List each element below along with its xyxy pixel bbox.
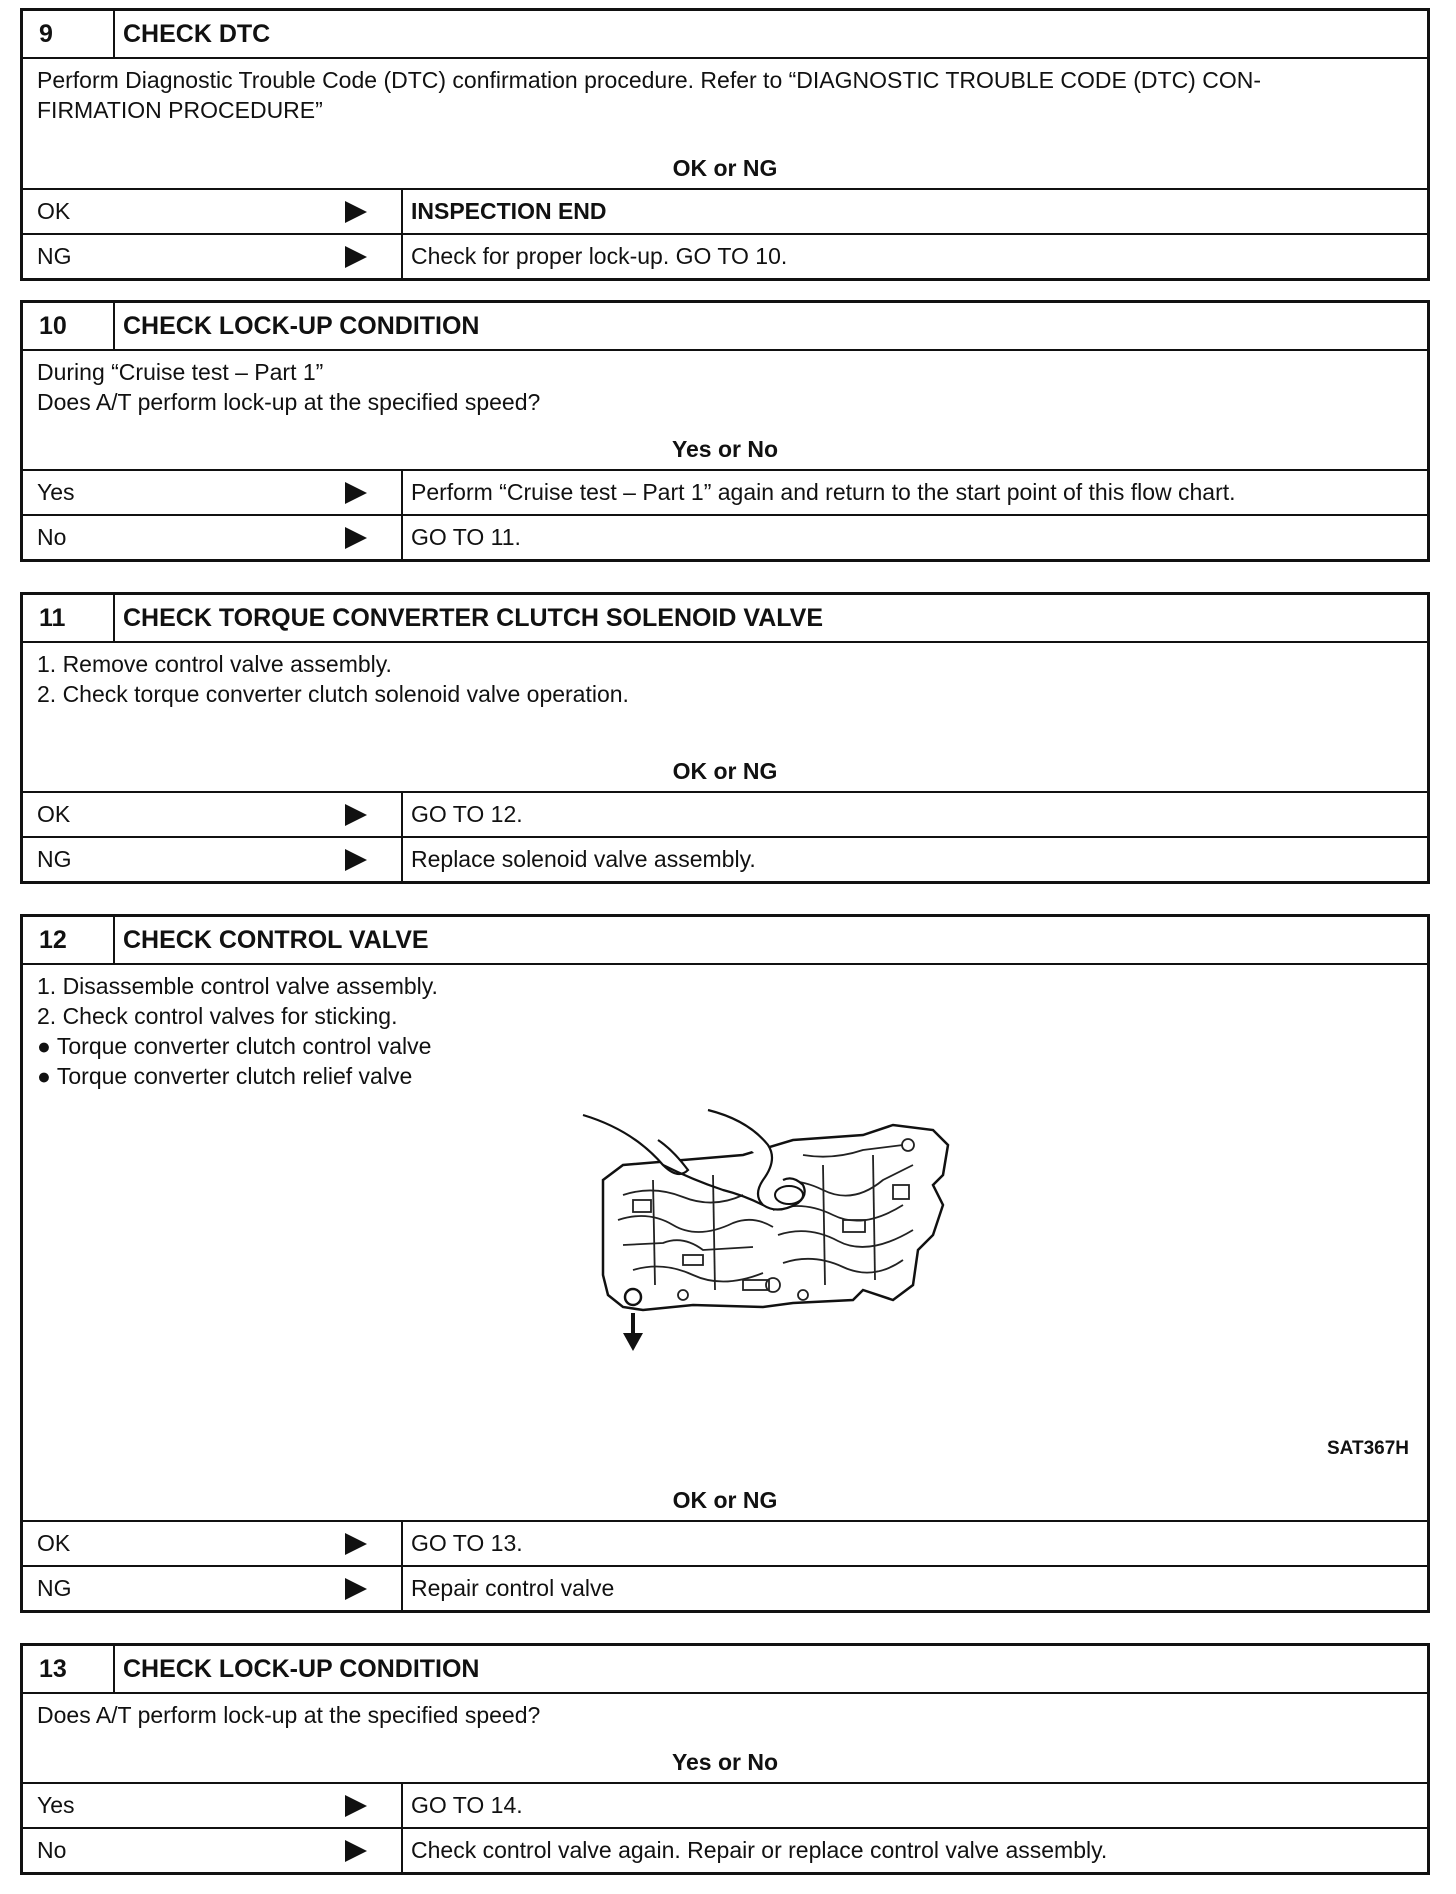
decision-row-ok [23,1522,1427,1565]
control-valve-illustration [563,1085,1003,1385]
decision-result: Check for proper lock-up. GO TO 10. [411,243,788,269]
step-number: 11 [23,595,115,641]
decision-row-yes [23,1784,1427,1827]
right-arrow-icon [345,246,367,268]
step-number: 9 [23,11,115,57]
right-arrow-icon [345,527,367,549]
instruction-line: Does A/T perform lock-up at the specified speed? [37,1702,541,1728]
figure-code: SAT367H [1326,1438,1409,1459]
step-instructions [23,351,1427,471]
step-10 [20,300,1430,562]
decision-label: No [37,1837,67,1863]
decision-label: NG [37,1575,72,1601]
step-header [23,11,1427,59]
decision-question: OK or NG [672,758,778,784]
step-13 [20,1643,1430,1875]
decision-result: Replace solenoid valve assembly. [411,846,756,872]
step-title: CHECK DTC [123,19,271,48]
step-title: CHECK LOCK-UP CONDITION [123,1654,480,1683]
decision-row-yes [23,471,1427,514]
step-instructions [23,1694,1427,1784]
step-instructions [23,59,1427,190]
decision-label: OK [37,198,71,224]
right-arrow-icon [345,201,367,223]
decision-row-ng [23,233,1427,278]
step-header [23,917,1427,965]
decision-result: GO TO 13. [411,1530,523,1556]
instruction-line: Does A/T perform lock-up at the specified speed? [37,389,541,415]
decision-label: No [37,524,67,550]
decision-question: Yes or No [671,436,779,462]
step-9 [20,8,1430,281]
step-header [23,595,1427,643]
step-12 [20,914,1430,1613]
decision-result: Check control valve again. Repair or replace control valve assembly. [411,1837,1108,1863]
step-instructions [23,643,1427,793]
decision-row-ng [23,1565,1427,1610]
step-11 [20,592,1430,884]
instruction-line: FIRMATION PROCEDURE” [37,97,323,123]
decision-result: Perform “Cruise test – Part 1” again and return to the start point of this flow chart. [411,479,1236,505]
decision-label: OK [37,801,71,827]
decision-label: Yes [37,479,75,505]
step-header [23,303,1427,351]
decision-result: GO TO 12. [411,801,523,827]
decision-result: Repair control valve [411,1575,615,1601]
instruction-line: Perform Diagnostic Trouble Code (DTC) confirmation procedure. Refer to “DIAGNOSTIC TROUBLE CODE (DTC) CON- [37,67,1261,93]
decision-label: Yes [37,1792,75,1818]
decision-result: GO TO 14. [411,1792,523,1818]
right-arrow-icon [345,1840,367,1862]
instruction-bullet: ● Torque converter clutch relief valve [37,1063,413,1089]
instruction-line: 1. Disassemble control valve assembly. [37,973,438,999]
instruction-line: 2. Check control valves for sticking. [37,1003,398,1029]
step-number: 12 [23,917,115,963]
step-instructions [23,965,1427,1522]
decision-label: OK [37,1530,71,1556]
right-arrow-icon [345,1533,367,1555]
step-title: CHECK CONTROL VALVE [123,925,429,954]
right-arrow-icon [345,849,367,871]
instruction-line: During “Cruise test – Part 1” [37,359,324,385]
right-arrow-icon [345,804,367,826]
instruction-line: 1. Remove control valve assembly. [37,651,392,677]
right-arrow-icon [345,1795,367,1817]
decision-result: INSPECTION END [411,198,607,224]
step-title: CHECK TORQUE CONVERTER CLUTCH SOLENOID VALVE [123,603,824,632]
decision-question: Yes or No [671,1749,779,1775]
step-title: CHECK LOCK-UP CONDITION [123,311,480,340]
decision-row-ok [23,793,1427,836]
decision-result: GO TO 11. [411,524,521,550]
decision-question: OK or NG [672,1487,778,1513]
step-number: 13 [23,1646,115,1692]
decision-row-no [23,514,1427,559]
decision-question: OK or NG [672,155,778,181]
control-valve-drawing [563,1085,1003,1385]
decision-label: NG [37,243,72,269]
step-header [23,1646,1427,1694]
decision-row-no [23,1827,1427,1872]
decision-label: NG [37,846,72,872]
step-number: 10 [23,303,115,349]
instruction-line: 2. Check torque converter clutch solenoid valve operation. [37,681,629,707]
instruction-bullet: ● Torque converter clutch control valve [37,1033,432,1059]
decision-row-ok [23,190,1427,233]
right-arrow-icon [345,482,367,504]
right-arrow-icon [345,1578,367,1600]
decision-row-ng [23,836,1427,881]
